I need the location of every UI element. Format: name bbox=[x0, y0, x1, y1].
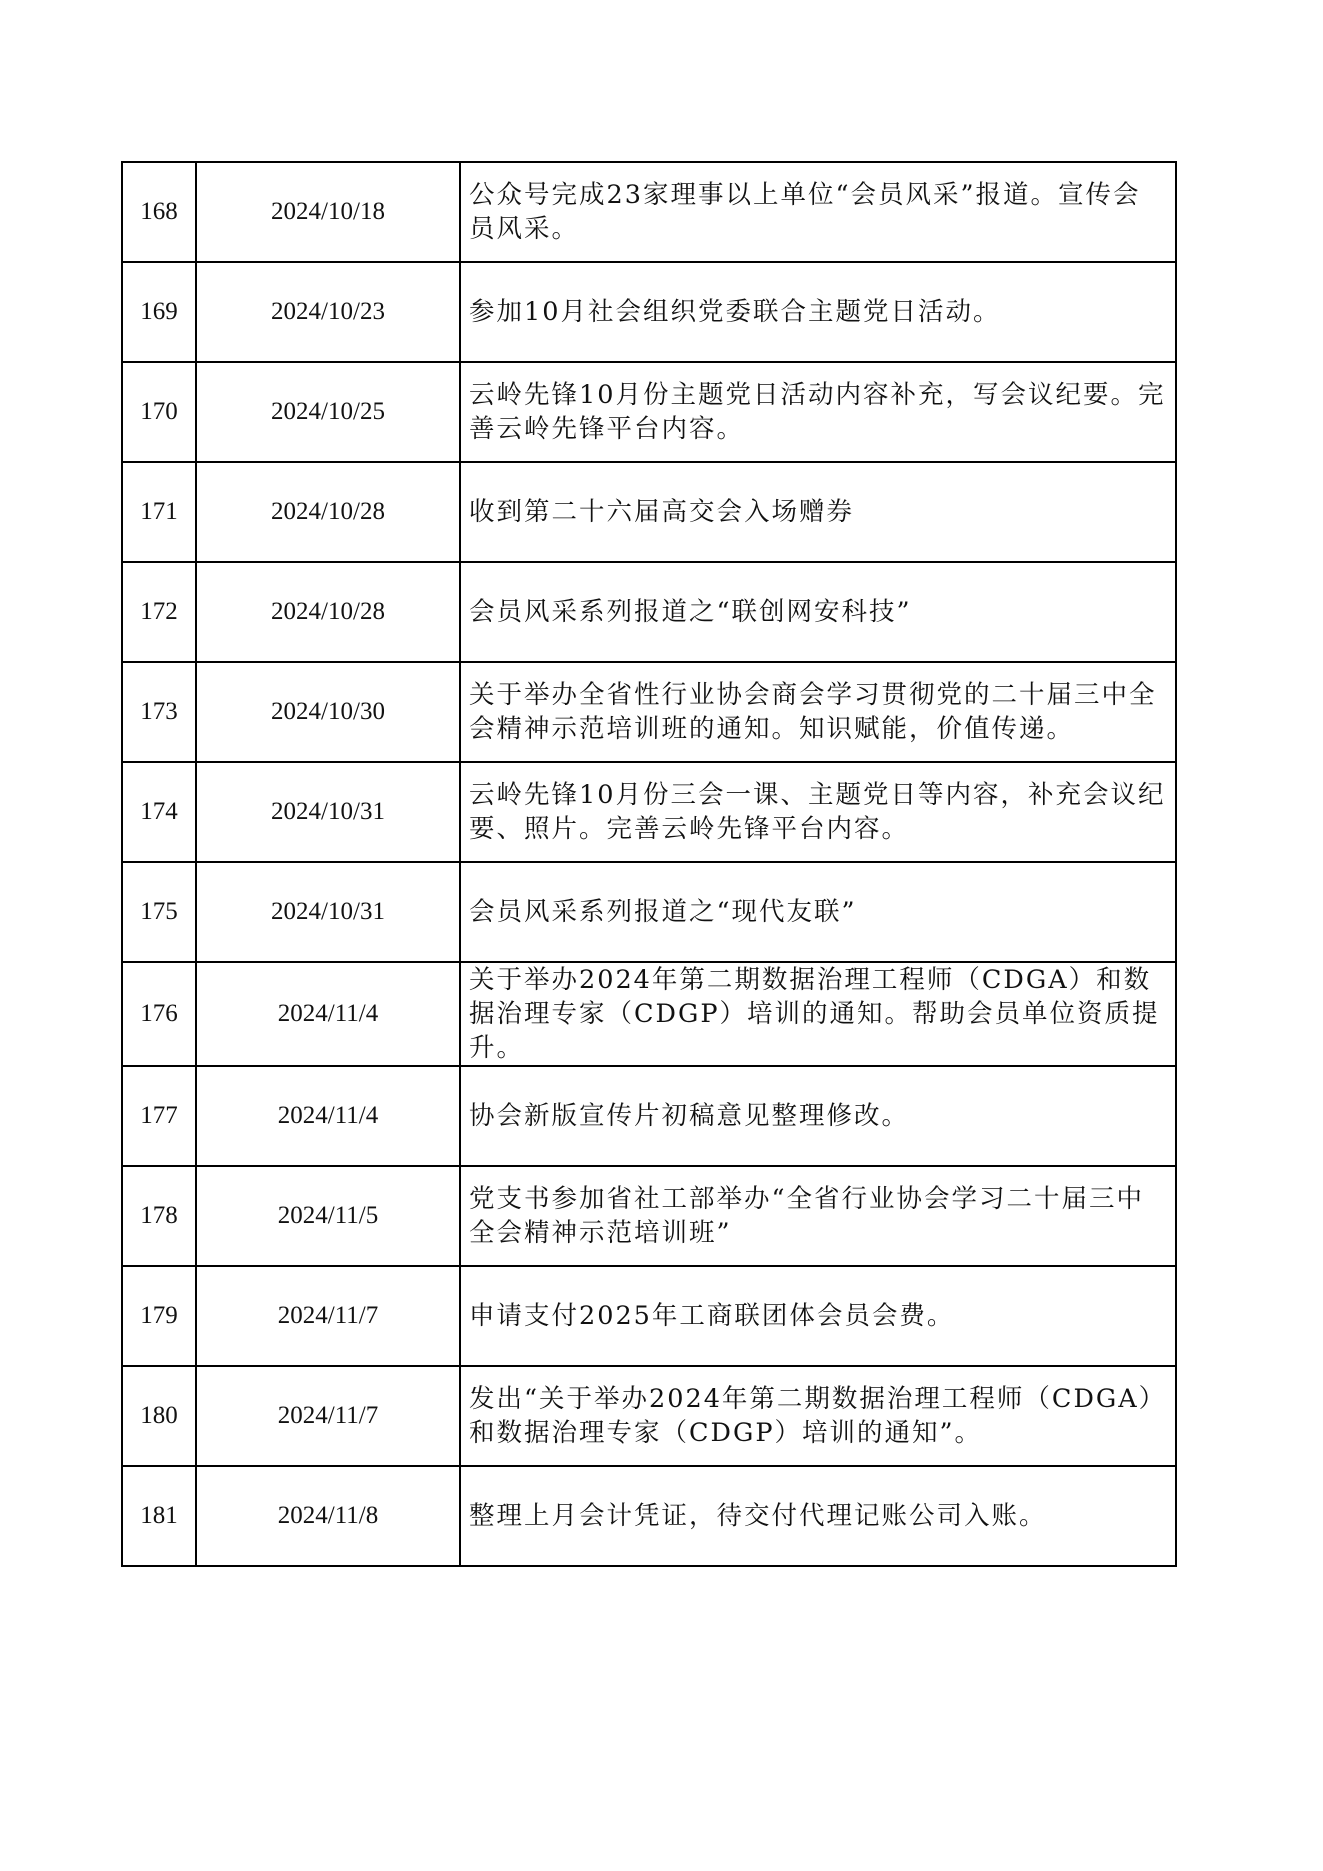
row-date: 2024/10/28 bbox=[196, 462, 460, 562]
row-number: 178 bbox=[122, 1166, 196, 1266]
table-row bbox=[122, 762, 1176, 862]
row-description: 申请支付2025年工商联团体会员会费。 bbox=[460, 1266, 1176, 1366]
table-row bbox=[122, 462, 1176, 562]
table-row bbox=[122, 1066, 1176, 1166]
row-date: 2024/10/31 bbox=[196, 862, 460, 962]
row-description: 会员风采系列报道之“联创网安科技” bbox=[460, 562, 1176, 662]
row-date: 2024/10/31 bbox=[196, 762, 460, 862]
table-row bbox=[122, 1466, 1176, 1566]
table-row bbox=[122, 362, 1176, 462]
table-row bbox=[122, 962, 1176, 1066]
row-description: 关于举办全省性行业协会商会学习贯彻党的二十届三中全会精神示范培训班的通知。知识赋能，价值传递。 bbox=[460, 662, 1176, 762]
row-description: 党支书参加省社工部举办“全省行业协会学习二十届三中全会精神示范培训班” bbox=[460, 1166, 1176, 1266]
row-number: 174 bbox=[122, 762, 196, 862]
row-description: 公众号完成23家理事以上单位“会员风采”报道。宣传会员风采。 bbox=[460, 162, 1176, 262]
row-date: 2024/10/25 bbox=[196, 362, 460, 462]
row-date: 2024/11/7 bbox=[196, 1366, 460, 1466]
row-date: 2024/10/30 bbox=[196, 662, 460, 762]
table-row bbox=[122, 262, 1176, 362]
table-row bbox=[122, 1166, 1176, 1266]
row-number: 175 bbox=[122, 862, 196, 962]
row-date: 2024/11/5 bbox=[196, 1166, 460, 1266]
table-row bbox=[122, 162, 1176, 262]
row-date: 2024/11/4 bbox=[196, 962, 460, 1066]
row-description: 协会新版宣传片初稿意见整理修改。 bbox=[460, 1066, 1176, 1166]
table-row bbox=[122, 562, 1176, 662]
row-date: 2024/10/18 bbox=[196, 162, 460, 262]
work-log-body bbox=[122, 162, 1176, 1566]
row-number: 181 bbox=[122, 1466, 196, 1566]
row-number: 177 bbox=[122, 1066, 196, 1166]
row-description: 参加10月社会组织党委联合主题党日活动。 bbox=[460, 262, 1176, 362]
row-date: 2024/10/28 bbox=[196, 562, 460, 662]
row-date: 2024/11/7 bbox=[196, 1266, 460, 1366]
row-number: 169 bbox=[122, 262, 196, 362]
row-number: 171 bbox=[122, 462, 196, 562]
row-number: 176 bbox=[122, 962, 196, 1066]
row-description: 云岭先锋10月份主题党日活动内容补充，写会议纪要。完善云岭先锋平台内容。 bbox=[460, 362, 1176, 462]
row-description: 关于举办2024年第二期数据治理工程师（CDGA）和数据治理专家（CDGP）培训的通知。帮助会员单位资质提升。 bbox=[460, 962, 1176, 1066]
row-description: 会员风采系列报道之“现代友联” bbox=[460, 862, 1176, 962]
table-row bbox=[122, 1366, 1176, 1466]
table-row bbox=[122, 862, 1176, 962]
work-log-table bbox=[121, 161, 1177, 1567]
row-date: 2024/10/23 bbox=[196, 262, 460, 362]
row-number: 180 bbox=[122, 1366, 196, 1466]
row-number: 179 bbox=[122, 1266, 196, 1366]
row-description: 发出“关于举办2024年第二期数据治理工程师（CDGA）和数据治理专家（CDGP）培训的通知”。 bbox=[460, 1366, 1176, 1466]
table-row bbox=[122, 1266, 1176, 1366]
row-number: 168 bbox=[122, 162, 196, 262]
row-description: 整理上月会计凭证，待交付代理记账公司入账。 bbox=[460, 1466, 1176, 1566]
row-description: 云岭先锋10月份三会一课、主题党日等内容，补充会议纪要、照片。完善云岭先锋平台内容。 bbox=[460, 762, 1176, 862]
row-number: 172 bbox=[122, 562, 196, 662]
row-date: 2024/11/8 bbox=[196, 1466, 460, 1566]
table-row bbox=[122, 662, 1176, 762]
row-number: 170 bbox=[122, 362, 196, 462]
row-description: 收到第二十六届高交会入场赠券 bbox=[460, 462, 1176, 562]
row-date: 2024/11/4 bbox=[196, 1066, 460, 1166]
row-number: 173 bbox=[122, 662, 196, 762]
